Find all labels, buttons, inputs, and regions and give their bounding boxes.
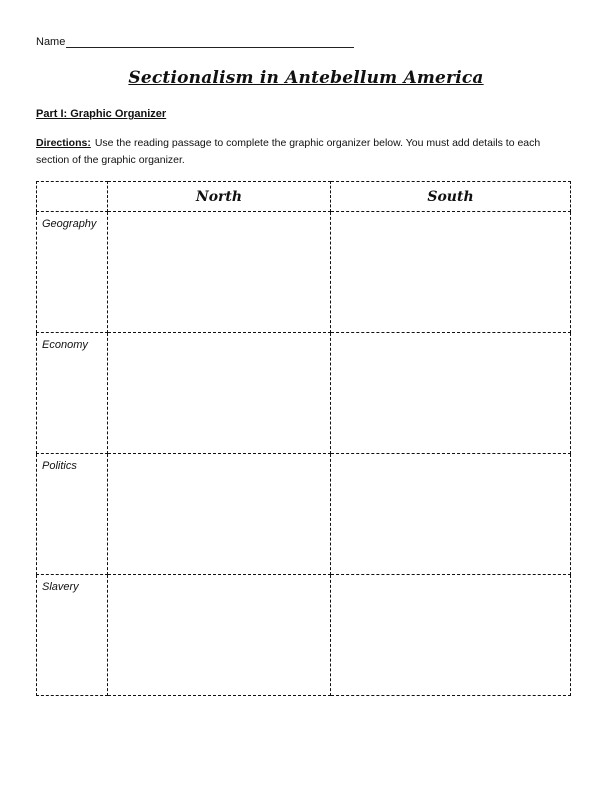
directions-text: Use the reading passage to complete the graphic organizer below. You must add details to each section of the graphic organizer. <box>36 137 541 166</box>
header-north: North <box>108 182 331 212</box>
cell-politics-south[interactable] <box>331 454 571 575</box>
directions-label: Directions: <box>36 137 91 149</box>
name-label: Name <box>36 36 66 48</box>
directions-paragraph <box>36 135 576 169</box>
graphic-organizer-table <box>36 181 571 696</box>
cell-politics-north[interactable] <box>108 454 331 575</box>
organizer-row-economy <box>37 333 571 454</box>
header-south: South <box>331 182 571 212</box>
row-label-geography: Geography <box>37 212 108 333</box>
part-heading: Part I: Graphic Organizer <box>36 108 167 120</box>
cell-slavery-south[interactable] <box>331 575 571 696</box>
row-label-politics: Politics <box>37 454 108 575</box>
organizer-row-politics <box>37 454 571 575</box>
cell-slavery-north[interactable] <box>108 575 331 696</box>
organizer-row-geography <box>37 212 571 333</box>
row-label-economy: Economy <box>37 333 108 454</box>
organizer-row-slavery <box>37 575 571 696</box>
cell-economy-north[interactable] <box>108 333 331 454</box>
name-field[interactable] <box>36 36 354 48</box>
name-blank-line[interactable] <box>66 36 354 48</box>
row-label-slavery: Slavery <box>37 575 108 696</box>
page-title: Sectionalism in Antebellum America <box>128 68 484 88</box>
organizer-header-row <box>37 182 571 212</box>
cell-economy-south[interactable] <box>331 333 571 454</box>
cell-geography-north[interactable] <box>108 212 331 333</box>
cell-geography-south[interactable] <box>331 212 571 333</box>
header-corner-cell <box>37 182 108 212</box>
